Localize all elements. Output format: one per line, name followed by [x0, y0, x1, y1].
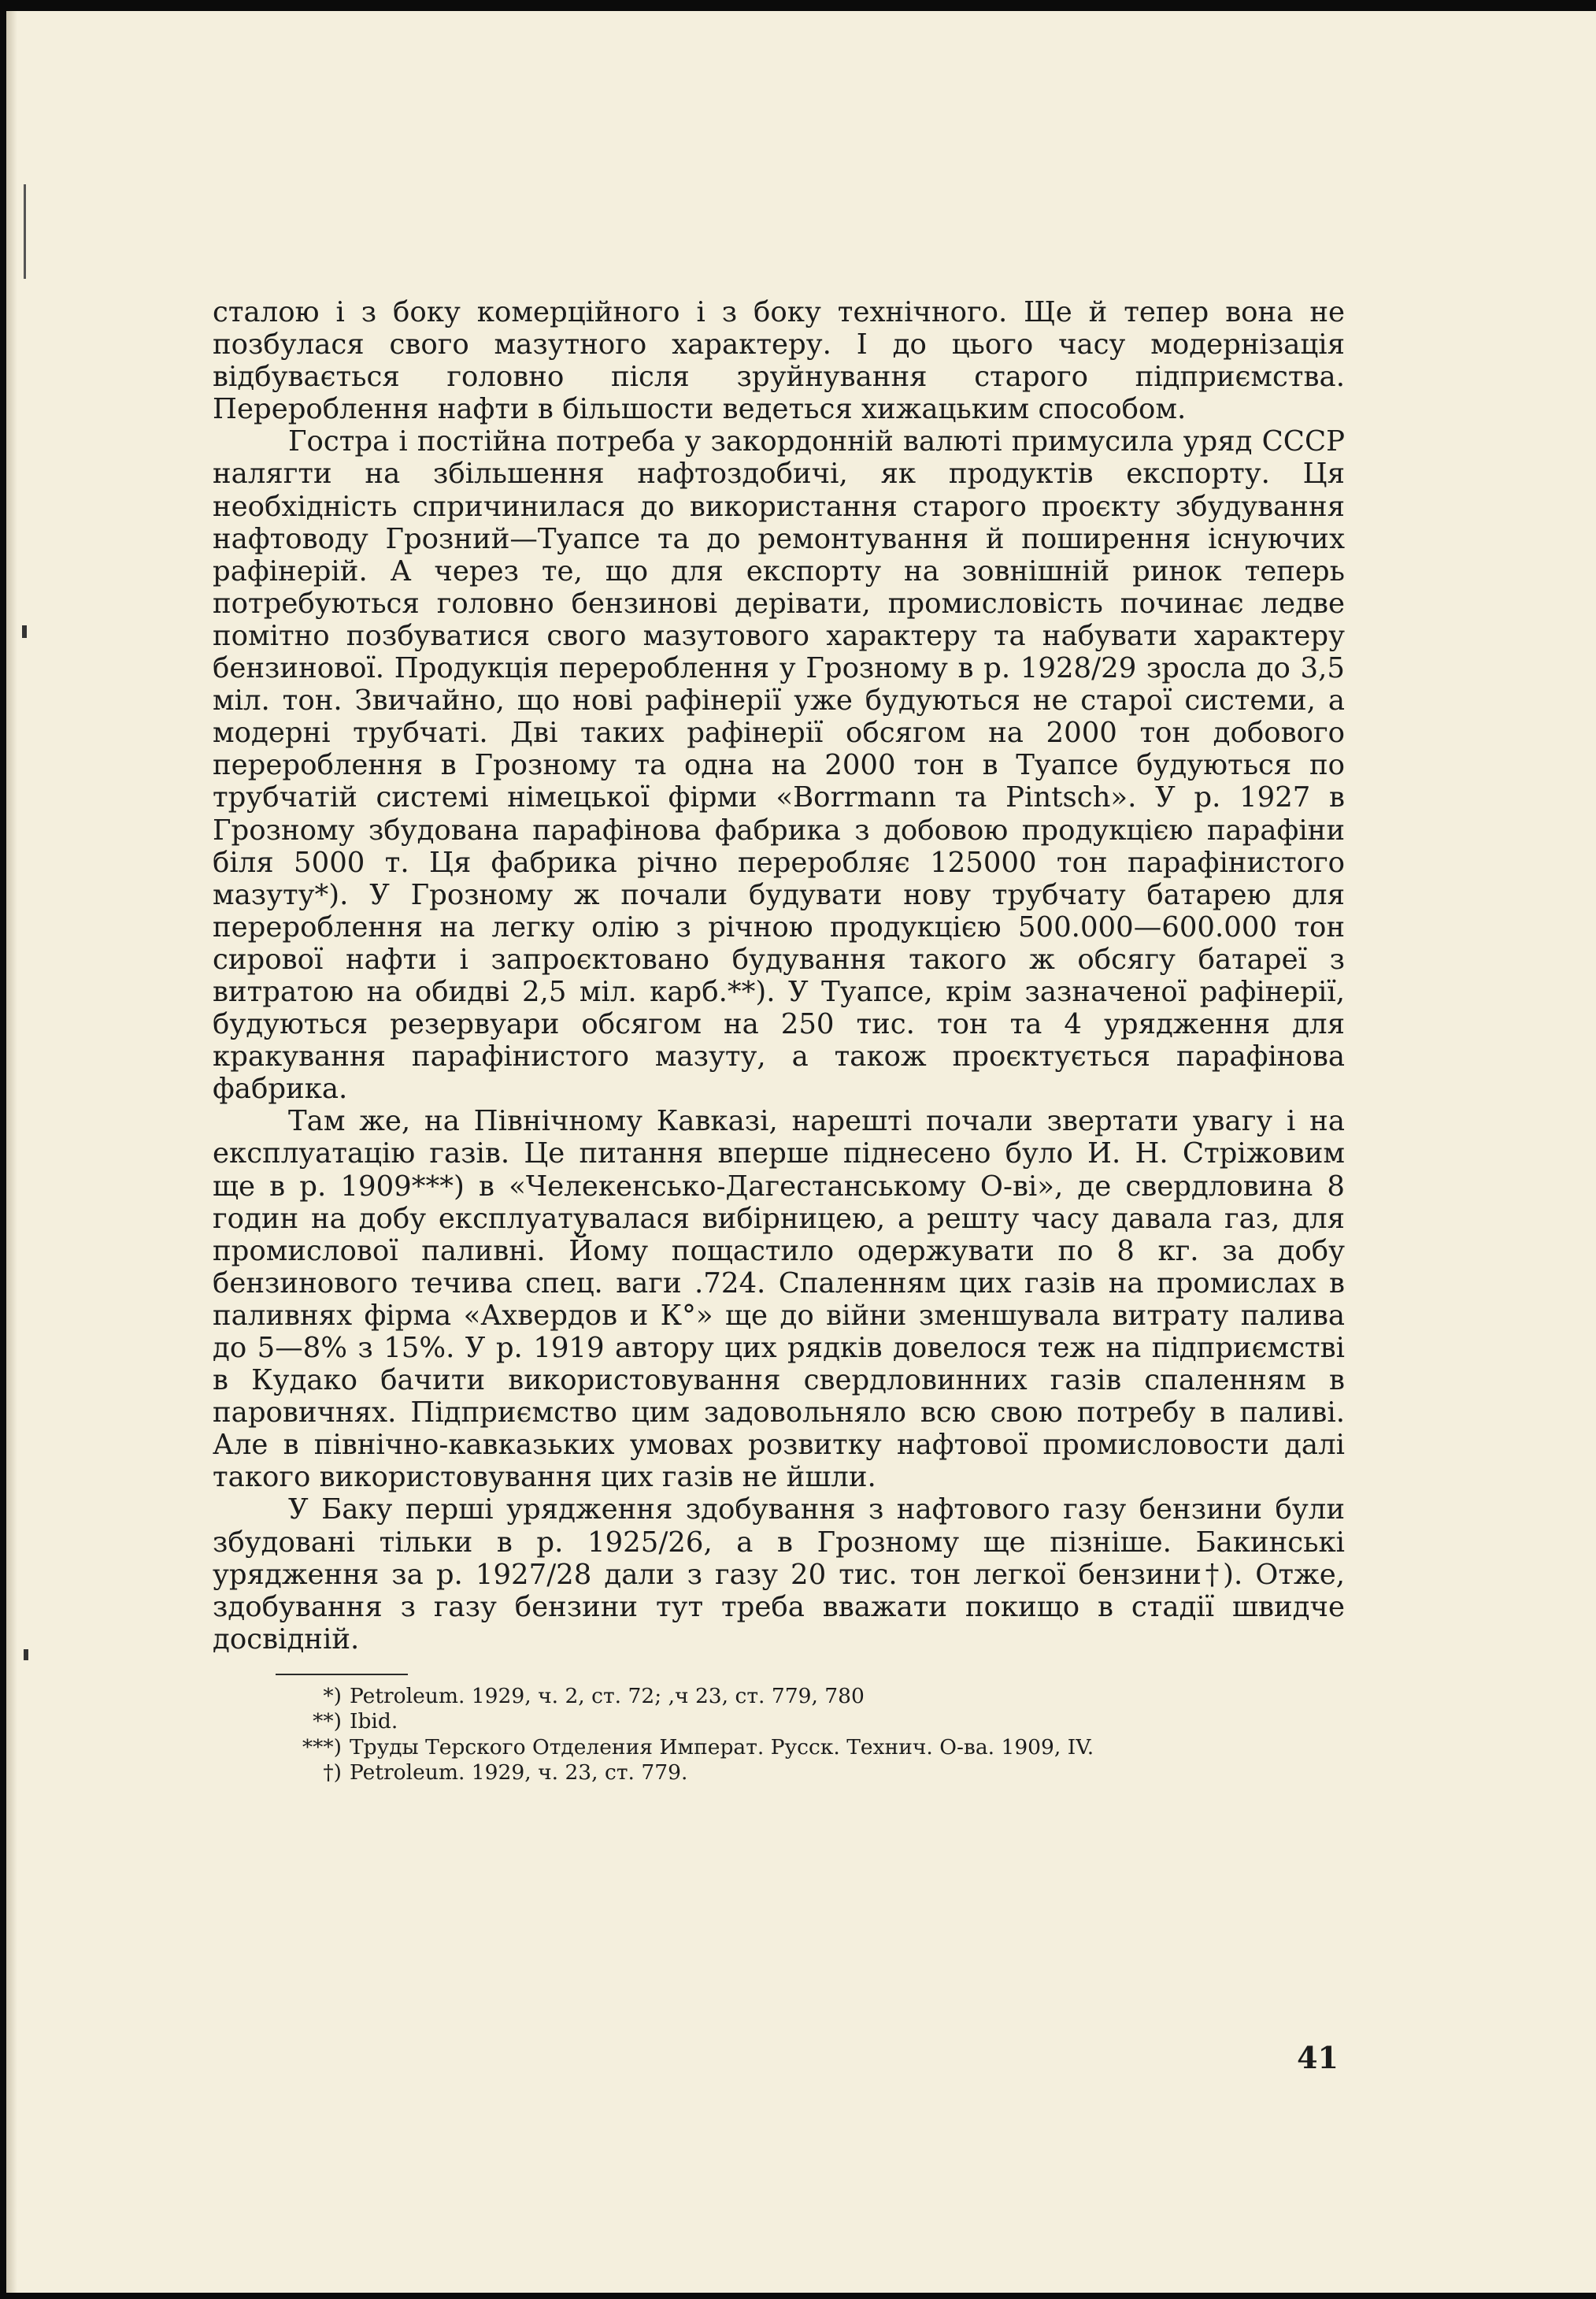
page-edge-shadow	[6, 11, 17, 2293]
paragraph-export-refineries: Гостра і постійна потреба у закордонній валюті примусила уряд СССР налягти на збільшення нафтоздобичі, як продуктів експорту. Ця необхідність спричинилася до використання старого проєкту збудування нафтоводу Грозний—Туапсе та до ремонтування й поширення існуючих рафінерій. А через те, що для експорту на зовнішній ринок теперь потребуються головно бензинові дерівати, промисловість починає ледве помітно позбуватися свого мазутового характеру та набувати характеру бензинової. Продукція перероблення у Грозному в р. 1928/29 зросла до 3,5 міл. тон. Звичайно, що нові рафінерії уже будуються не старої системи, а модерні трубчаті. Дві таких рафінерії обсягом на 2000 тон добового перероблення в Грозному та одна на 2000 тон в Туапсе будуються по трубчатій системі німецької фірми «Borrmann та Pintsch». У р. 1927 в Грозному збудована парафінова фабрика з добовою продукцією парафіни біля 5000 т. Ця фабрика річно переробляє 125000 тон парафінистого мазуту*). У Грозному ж почали будувати нову трубчату батарею для перероблення на легку олію з річною продукцією 500.000—600.000 тон сирової нафти і запроєктовано будування такого ж обсягу батареї з витратою на обидві 2,5 міл. карб.**). У Туапсе, крім зазначеної рафінерії, будуються резервуари обсягом на 250 тис. тон та 4 урядження для кракування парафінистого мазуту, а також проєктується парафінова фабрика.	[213, 425, 1345, 1106]
scan-artifact	[24, 184, 26, 279]
footnote	[213, 1709, 1345, 1734]
footnote-mark: †)	[323, 1759, 342, 1785]
footnote-mark: ***)	[302, 1734, 342, 1759]
footnote	[213, 1684, 1345, 1709]
page-number: 41	[1297, 2040, 1339, 2075]
footnote	[213, 1735, 1345, 1760]
footnote-divider	[276, 1674, 408, 1675]
footnote-text: Труды Терского Отделения Императ. Русск. Технич. О-ва. 1909, IV.	[350, 1734, 1094, 1759]
main-text	[213, 296, 1345, 1785]
paragraph-gas-exploitation: Там же, на Північному Кавказі, нарешті почали звертати увагу і на експлуатацію газів. Це питання вперше піднесено було И. Н. Стріжовим ще в р. 1909***) в «Челекенсько-Дагестанському О-ві», де свердловина 8 годин на добу експлуатувалася вибірницею, а решту часу давала газ, для промислової паливні. Йому пощастило одержувати по 8 кг. за добу бензинового течива спец. ваги .724. Спаленням цих газів на промислах в паливнях фірма «Ахвердов и К°» ще до війни зменшувала витрату палива до 5—8% з 15%. У р. 1919 автору цих рядків довелося теж на підприємстві в Кудако бачити використовування свердловинних газів спаленням в паровичнях. Підприємство цим задовольняло всю свою потребу в паливі. Але в північно-кавказьких умовах розвитку нафтової промисловости далі такого використовування цих газів не йшли.	[213, 1105, 1345, 1494]
scan-artifact	[22, 625, 27, 638]
scan-artifact	[24, 1649, 28, 1660]
footnote-text: Petroleum. 1929, ч. 2, ст. 72; ,ч 23, ст. 779, 780	[350, 1683, 865, 1708]
footnote-text: Ibid.	[350, 1709, 398, 1734]
book-page	[6, 11, 1596, 2293]
footnote	[213, 1760, 1345, 1785]
paragraph-continuation: сталою і з боку комерційного і з боку технічного. Ще й тепер вона не позбулася свого мазутного характеру. І до цього часу модернізація відбувається головно після зруйнування старого підприємства. Перероблення нафти в більшости ведеться хижацьким способом.	[213, 296, 1345, 426]
paragraph-baku-gasoline: У Баку перші урядження здобування з нафтового газу бензини були збудовані тільки в р. 1925/26, а в Грозному ще пізніше. Бакинські урядження за р. 1927/28 дали з газу 20 тис. тон легкої бензини†). Отже, здобування з газу бензини тут треба вважати покищо в стадії швидче досвідній.	[213, 1493, 1345, 1656]
footnote-mark: **)	[313, 1709, 342, 1734]
footnote-text: Petroleum. 1929, ч. 23, ст. 779.	[350, 1759, 688, 1785]
footnote-mark: *)	[323, 1683, 342, 1708]
